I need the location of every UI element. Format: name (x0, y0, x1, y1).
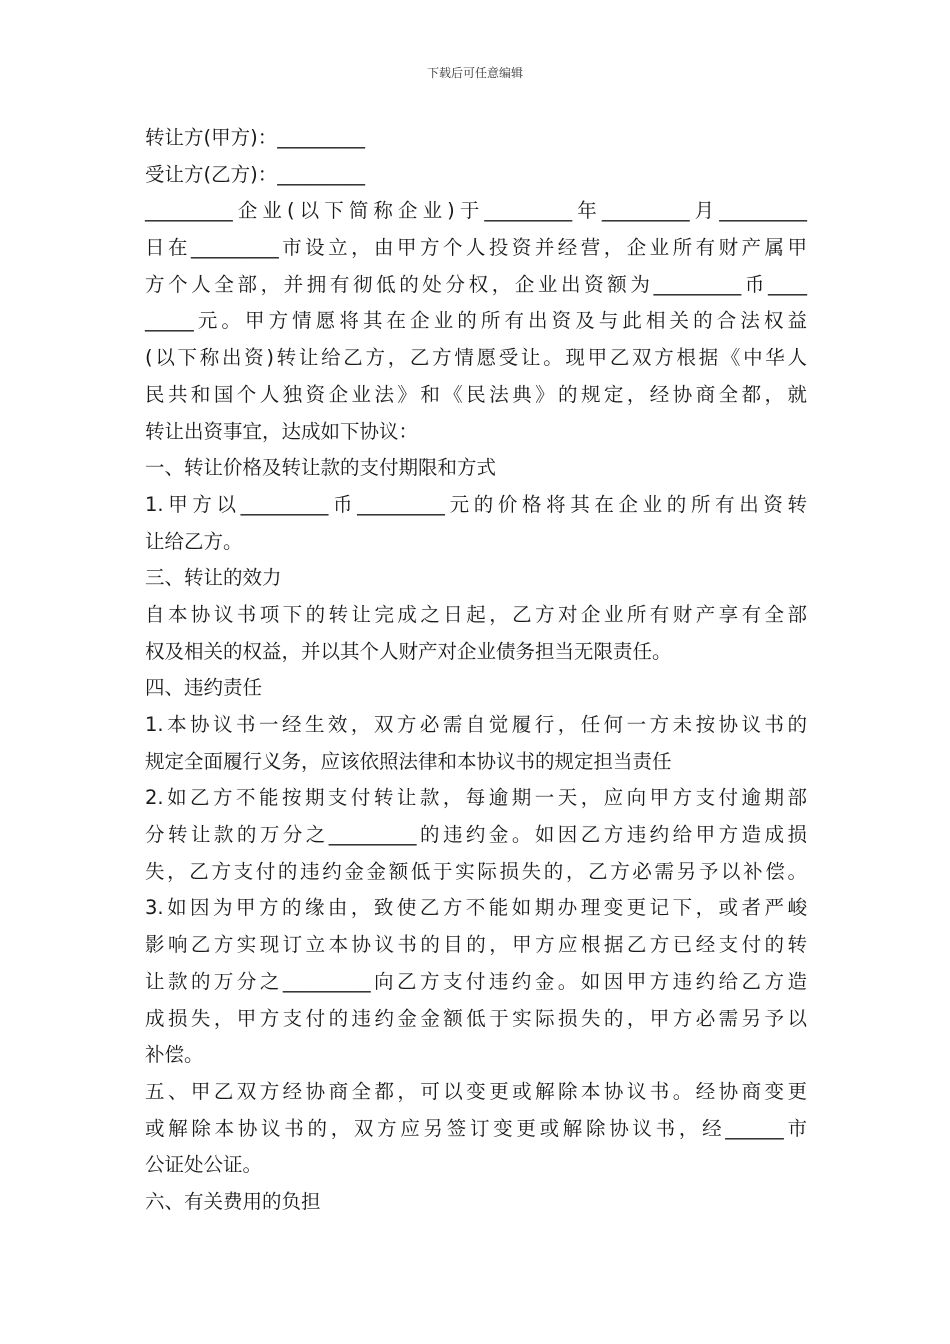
document-line: 成损失，甲方支付的违约金金额低于实际损失的，甲方必需另予以 (145, 1006, 807, 1030)
document-line: 3.如因为甲方的缘由，致使乙方不能如期办理变更记下，或者严峻 (145, 896, 807, 920)
document-line: (以下称出资)转让给乙方，乙方情愿受让。现甲乙双方根据《中华人 (145, 346, 807, 370)
document-line: 影响乙方实现订立本协议书的目的，甲方应根据乙方已经支付的转 (145, 933, 807, 957)
document-line: 民共和国个人独资企业法》和《民法典》的规定，经协商全都，就 (145, 382, 807, 406)
document-line: 转让出资事宜，达成如下协议： (145, 419, 419, 443)
document-line: 1.甲方以_________币_________元的价格将其在企业的所有出资转 (145, 492, 807, 516)
document-line: _____元。甲方情愿将其在企业的所有出资及与此相关的合法权益 (145, 309, 807, 333)
document-line: 2.如乙方不能按期支付转让款，每逾期一天，应向甲方支付逾期部 (145, 786, 807, 810)
document-line: 规定全面履行义务，应该依照法律和本协议书的规定担当责任 (145, 749, 672, 773)
document-line: 补偿。 (145, 1043, 204, 1067)
document-line: 方个人全部，并拥有彻低的处分权，企业出资额为_________币____ (145, 272, 807, 296)
document-line: 五、甲乙双方经协商全都，可以变更或解除本协议书。经协商变更 (145, 1079, 807, 1103)
document-line: 分转让款的万分之_________的违约金。如因乙方违约给甲方造成损 (145, 823, 807, 847)
document-line: 自本协议书项下的转让完成之日起，乙方对企业所有财产享有全部 (145, 602, 807, 626)
document-line: _________企业(以下简称企业)于_________年_________月_________ (145, 199, 807, 223)
document-line: 权及相关的权益，并以其个人财产对企业债务担当无限责任。 (145, 639, 672, 663)
document-line: 三、转让的效力 (145, 566, 282, 590)
document-line: 日在_________市设立，由甲方个人投资并经营，企业所有财产属甲 (145, 236, 807, 260)
document-line: 失，乙方支付的违约金金额低于实际损失的，乙方必需另予以补偿。 (145, 859, 807, 883)
document-line: 一、转让价格及转让款的支付期限和方式 (145, 456, 497, 480)
document-line: 六、有关费用的负担 (145, 1189, 321, 1213)
document-line: 让款的万分之_________向乙方支付违约金。如因甲方违约给乙方造 (145, 969, 807, 993)
document-line: 让给乙方。 (145, 529, 243, 553)
document-line: 四、违约责任 (145, 676, 263, 700)
document-line: 公证处公证。 (145, 1153, 263, 1177)
document-line: 受让方(乙方)：_________ (145, 162, 365, 186)
document-body (145, 120, 807, 1221)
page-header-note: 下载后可任意编辑 (426, 66, 523, 80)
document-line: 1.本协议书一经生效，双方必需自觉履行，任何一方未按协议书的 (145, 713, 807, 736)
document-line: 或解除本协议书的，双方应另签订变更或解除协议书，经______市 (145, 1116, 807, 1140)
document-line: 转让方(甲方)：_________ (145, 126, 365, 149)
